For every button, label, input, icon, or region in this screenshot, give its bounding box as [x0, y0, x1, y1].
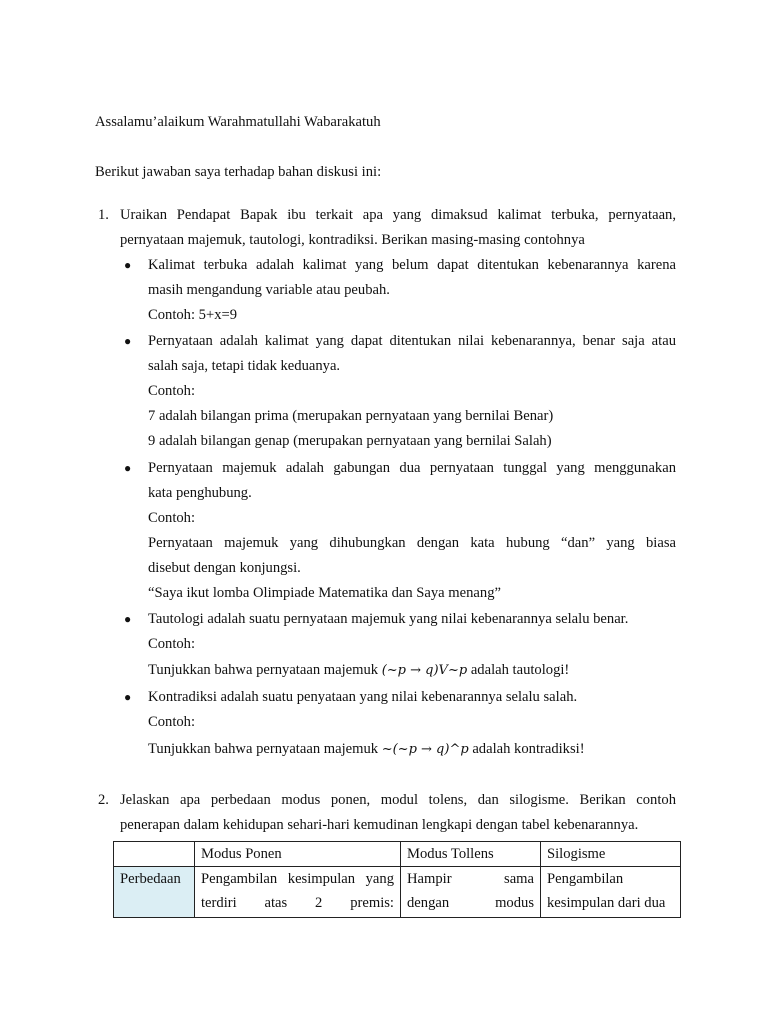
bullet-icon: ●: [124, 461, 132, 475]
b5-example-label: Contoh:: [148, 714, 196, 730]
comparison-table: [113, 841, 681, 918]
q1-line1: Uraikan Pendapat Bapak ibu terkait apa yang dimaksud kalimat terbuka, pernyataan,: [120, 207, 676, 223]
b1-line2: masih mengandung variable atau peubah.: [148, 282, 390, 298]
b4-example: [148, 661, 569, 680]
q2-line2: penerapan dalam kehidupan sehari-hari kemudinan lengkapi dengan tabel kebenarannya.: [120, 817, 639, 833]
b5-formula: ~(~p → q)^p: [381, 742, 469, 757]
b4-example-post: adalah tautologi!: [467, 662, 570, 678]
b3-line2: kata penghubung.: [148, 485, 252, 501]
bullet-icon: ●: [124, 334, 132, 348]
silogisme-cell: [541, 867, 681, 918]
b4-formula: (~p → q)V~p: [381, 663, 468, 678]
ponen-cell: [195, 867, 401, 918]
b3-line1: Pernyataan majemuk adalah gabungan dua pernyataan tunggal yang menggunakan: [148, 460, 676, 476]
b3-example1: Pernyataan majemuk yang dihubungkan dengan kata hubung “dan” yang biasa: [148, 535, 676, 551]
greeting: Assalamu’alaikum Warahmatullahi Wabarakatuh: [95, 114, 381, 130]
row-label-perbedaan: Perbedaan: [114, 867, 195, 918]
table-header-cell: Modus Ponen: [195, 842, 401, 867]
b4-example-label: Contoh:: [148, 636, 196, 652]
q1-number: 1.: [98, 207, 109, 223]
b1-example: Contoh: 5+x=9: [148, 307, 238, 323]
q1-line2: pernyataan majemuk, tautologi, kontradiksi. Berikan masing-masing contohnya: [120, 232, 585, 248]
ponen-line1: Pengambilan kesimpulan yang: [201, 871, 394, 887]
b2-example2: 9 adalah bilangan genap (merupakan pernyataan yang bernilai Salah): [148, 433, 552, 449]
b4-example-pre: Tunjukkan bahwa pernyataan majemuk: [148, 662, 382, 678]
table-header-row: [114, 842, 681, 867]
table-row: [114, 867, 681, 918]
b5-example-pre: Tunjukkan bahwa pernyataan majemuk: [148, 741, 382, 757]
b2-line1: Pernyataan adalah kalimat yang dapat ditentukan nilai kebenarannya, benar saja atau: [148, 333, 676, 349]
intro-text: Berikut jawaban saya terhadap bahan diskusi ini:: [95, 164, 382, 180]
b3-example-label: Contoh:: [148, 510, 196, 526]
bullet-icon: ●: [124, 612, 132, 626]
b2-example-label: Contoh:: [148, 383, 196, 399]
table-header-cell: Silogisme: [541, 842, 681, 867]
table-header-cell: [114, 842, 195, 867]
b3-example3: “Saya ikut lomba Olimpiade Matematika dan Saya menang”: [148, 585, 501, 601]
bullet-icon: ●: [124, 258, 132, 272]
bullet-icon: ●: [124, 690, 132, 704]
tollens-cell: [401, 867, 541, 918]
ponen-line2: terdiri atas 2 premis:: [201, 895, 394, 911]
b2-example1: 7 adalah bilangan prima (merupakan pernyataan yang bernilai Benar): [148, 408, 554, 424]
b1-line1: Kalimat terbuka adalah kalimat yang belum dapat ditentukan kebenarannya karena: [148, 257, 676, 273]
tollens-line1: Hampir sama: [407, 871, 534, 887]
tollens-line2: dengan modus: [407, 895, 534, 911]
table-header-cell: Modus Tollens: [401, 842, 541, 867]
b3-example2: disebut dengan konjungsi.: [148, 560, 301, 576]
q2-number: 2.: [98, 792, 109, 808]
b4-line1: Tautologi adalah suatu pernyataan majemuk yang nilai kebenarannya selalu benar.: [148, 611, 629, 627]
b5-example-post: adalah kontradiksi!: [468, 741, 585, 757]
b2-line2: salah saja, tetapi tidak keduanya.: [148, 358, 341, 374]
q2-line1: Jelaskan apa perbedaan modus ponen, modul tolens, dan silogisme. Berikan contoh: [120, 792, 676, 808]
silog-line1: Pengambilan: [547, 871, 624, 887]
b5-example: [148, 740, 585, 759]
b5-line1: Kontradiksi adalah suatu penyataan yang nilai kebenarannya selalu salah.: [148, 689, 578, 705]
silog-line2: kesimpulan dari dua: [547, 895, 666, 911]
